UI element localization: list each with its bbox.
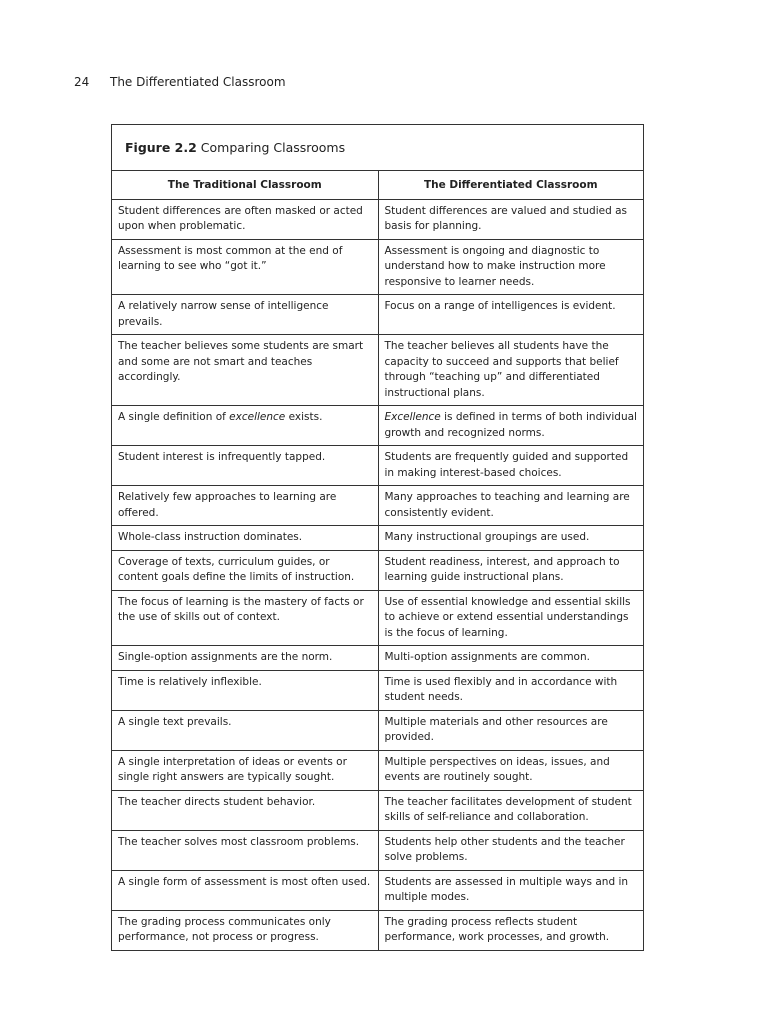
differentiated-cell: Students are frequently guided and supported in making interest-based choices. [378,446,643,486]
table-body [112,199,643,950]
table-row [112,710,643,750]
table-row [112,670,643,710]
differentiated-cell: Multiple materials and other resources are provided. [378,710,643,750]
traditional-cell: A relatively narrow sense of intelligence prevails. [112,295,378,335]
traditional-cell: The teacher believes some students are smart and some are not smart and teaches accordingly. [112,335,378,406]
differentiated-cell: Assessment is ongoing and diagnostic to understand how to make instruction more responsive to learner needs. [378,239,643,295]
traditional-cell: Assessment is most common at the end of learning to see who “got it.” [112,239,378,295]
traditional-cell: Time is relatively inflexible. [112,670,378,710]
traditional-cell: Coverage of texts, curriculum guides, or content goals define the limits of instruction. [112,550,378,590]
table-row [112,646,643,671]
traditional-cell: Relatively few approaches to learning are offered. [112,486,378,526]
table-row [112,910,643,950]
differentiated-cell: Student readiness, interest, and approach to learning guide instructional plans. [378,550,643,590]
table-row [112,870,643,910]
differentiated-cell: The grading process reflects student performance, work processes, and growth. [384,915,610,943]
differentiated-cell: Multiple perspectives on ideas, issues, and events are routinely sought. [378,750,643,790]
comparison-table [112,171,643,950]
table-row [112,550,643,590]
table-row [112,239,643,295]
differentiated-cell: Time is used flexibly and in accordance with student needs. [378,670,643,710]
book-title: The Differentiated Classroom [110,75,286,89]
traditional-cell: The teacher solves most classroom problems. [112,830,378,870]
table-row [112,526,643,551]
table-row [112,830,643,870]
differentiated-cell: Excellence is defined in terms of both individual growth and recognized norms. [378,406,643,446]
table-row [112,446,643,486]
differentiated-cell: Students are assessed in multiple ways and in multiple modes. [378,870,643,910]
traditional-cell: Whole-class instruction dominates. [112,526,378,551]
table-row [112,335,643,406]
traditional-cell: The focus of learning is the mastery of facts or the use of skills out of context. [112,590,378,646]
traditional-cell: Student differences are often masked or acted upon when problematic. [112,199,378,239]
table-row [112,750,643,790]
traditional-cell: A single text prevails. [112,710,378,750]
differentiated-cell: Student differences are valued and studied as basis for planning. [378,199,643,239]
table-row [112,406,643,446]
table-row [112,790,643,830]
table-header-row [112,171,643,199]
figure-caption [112,125,643,171]
page-number: 24 [74,75,90,89]
traditional-cell: A single definition of excellence exists. [112,406,378,446]
figure-box [111,124,644,951]
traditional-cell: Single-option assignments are the norm. [112,646,378,671]
figure-title: Comparing Classrooms [200,140,346,155]
differentiated-cell: The teacher facilitates development of student skills of self-reliance and collaboration. [378,790,643,830]
running-head [74,75,286,89]
column-header-differentiated: The Differentiated Classroom [378,171,643,199]
column-header-traditional: The Traditional Classroom [112,171,378,199]
differentiated-cell: Many approaches to teaching and learning are consistently evident. [378,486,643,526]
differentiated-cell: Focus on a range of intelligences is evident. [378,295,643,335]
traditional-cell: The teacher directs student behavior. [112,790,378,830]
differentiated-cell: The teacher believes all students have the capacity to succeed and supports that belief through “teaching up” and differentiated instructional plans. [378,335,643,406]
figure-label: Figure 2.2 [125,140,197,155]
traditional-cell: A single interpretation of ideas or events or single right answers are typically sought. [112,750,378,790]
differentiated-cell: Many instructional groupings are used. [378,526,643,551]
table-row [112,486,643,526]
differentiated-cell: Multi-option assignments are common. [378,646,643,671]
traditional-cell: Student interest is infrequently tapped. [112,446,378,486]
traditional-cell: A single form of assessment is most often used. [112,870,378,910]
differentiated-cell: Students help other students and the teacher solve problems. [378,830,643,870]
table-row [112,590,643,646]
differentiated-cell: Use of essential knowledge and essential skills to achieve or extend essential understandings is the focus of learning. [378,590,643,646]
table-row [112,295,643,335]
traditional-cell: The grading process communicates only performance, not process or progress. [112,910,378,950]
table-row [112,199,643,239]
